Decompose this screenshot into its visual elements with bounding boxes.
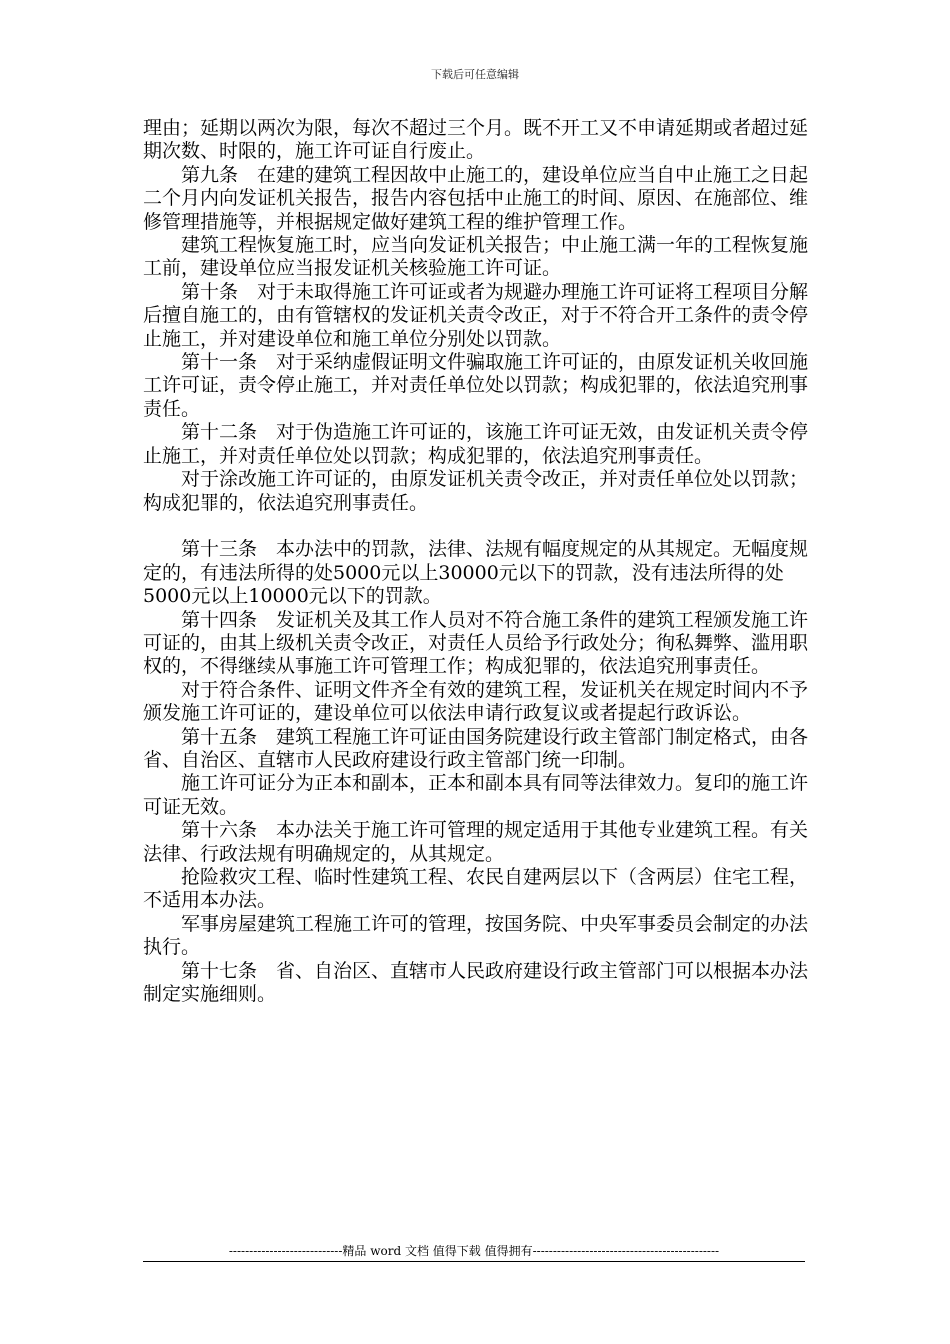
paragraph-article-17: 第十七条 省、自治区、直辖市人民政府建设行政主管部门可以根据本办法制定实施细则。	[143, 959, 809, 1006]
paragraph-resume-construction: 建筑工程恢复施工时，应当向发证机关报告；中止施工满一年的工程恢复施工前，建设单位应当报发证机关核验施工许可证。	[143, 234, 809, 280]
paragraph-altered-permit: 对于涂改施工许可证的，由原发证机关责令改正，并对责任单位处以罚款；构成犯罪的，依法追究刑事责任。	[143, 468, 809, 514]
paragraph-article-10: 第十条 对于未取得施工许可证或者为规避办理施工许可证将工程项目分解后擅自施工的，由有管辖权的发证机关责令改正，对于不符合开工条件的责令停止施工，并对建设单位和施工单位分别处以罚款。	[143, 280, 809, 350]
paragraph-article-9: 第九条 在建的建筑工程因故中止施工的，建设单位应当自中止施工之日起二个月内向发证机关报告，报告内容包括中止施工的时间、原因、在施部位、维修管理措施等，并根据规定做好建筑工程的维护管理工作。	[143, 163, 809, 233]
page-header: 下载后可任意编辑	[431, 68, 519, 81]
footer-rule	[143, 1261, 805, 1262]
paragraph-exemptions: 抢险救灾工程、临时性建筑工程、农民自建两层以下（含两层）住宅工程，不适用本办法。	[143, 865, 809, 912]
paragraph-military: 军事房屋建筑工程施工许可的管理，按国务院、中央军事委员会制定的办法执行。	[143, 912, 809, 959]
paragraph-article-15: 第十五条 建筑工程施工许可证由国务院建设行政主管部门制定格式，由各省、自治区、直辖市人民政府建设行政主管部门统一印制。	[143, 725, 809, 771]
paragraph-permit-copies: 施工许可证分为正本和副本，正本和副本具有同等法律效力。复印的施工许可证无效。	[143, 772, 809, 818]
paragraph-gap	[143, 515, 813, 538]
paragraph-article-11: 第十一条 对于采纳虚假证明文件骗取施工许可证的，由原发证机关收回施工许可证，责令停止施工，并对责任单位处以罚款；构成犯罪的，依法追究刑事责任。	[143, 351, 809, 420]
document-body	[143, 117, 813, 1006]
paragraph-article-16: 第十六条 本办法关于施工许可管理的规定适用于其他专业建筑工程。有关法律、行政法规有明确规定的，从其规定。	[143, 819, 809, 865]
paragraph-article-14: 第十四条 发证机关及其工作人员对不符合施工条件的建筑工程颁发施工许可证的，由其上级机关责令改正，对责任人员给予行政处分；徇私舞弊、滥用职权的，不得继续从事施工许可管理工作；构成犯罪的，依法追究刑事责任。	[143, 608, 809, 678]
paragraph-administrative-review: 对于符合条件、证明文件齐全有效的建筑工程，发证机关在规定时间内不予颁发施工许可证的，建设单位可以依法申请行政复议或者提起行政诉讼。	[143, 678, 809, 725]
paragraph-article-12: 第十二条 对于伪造施工许可证的，该施工许可证无效，由发证机关责令停止施工，并对责任单位处以罚款；构成犯罪的，依法追究刑事责任。	[143, 421, 809, 467]
paragraph-article-13: 第十三条 本办法中的罚款，法律、法规有幅度规定的从其规定。无幅度规定的，有违法所得的处5000元以上30000元以下的罚款，没有违法所得的处5000元以上10000元以下的罚款。	[143, 538, 809, 608]
paragraph-continuation: 理由；延期以两次为限，每次不超过三个月。既不开工又不申请延期或者超过延期次数、时限的，施工许可证自行废止。	[143, 117, 809, 163]
page-footer: ----------------------------精品 word 文档 值得下载 值得拥有----------------------------------------------	[228, 1244, 720, 1258]
